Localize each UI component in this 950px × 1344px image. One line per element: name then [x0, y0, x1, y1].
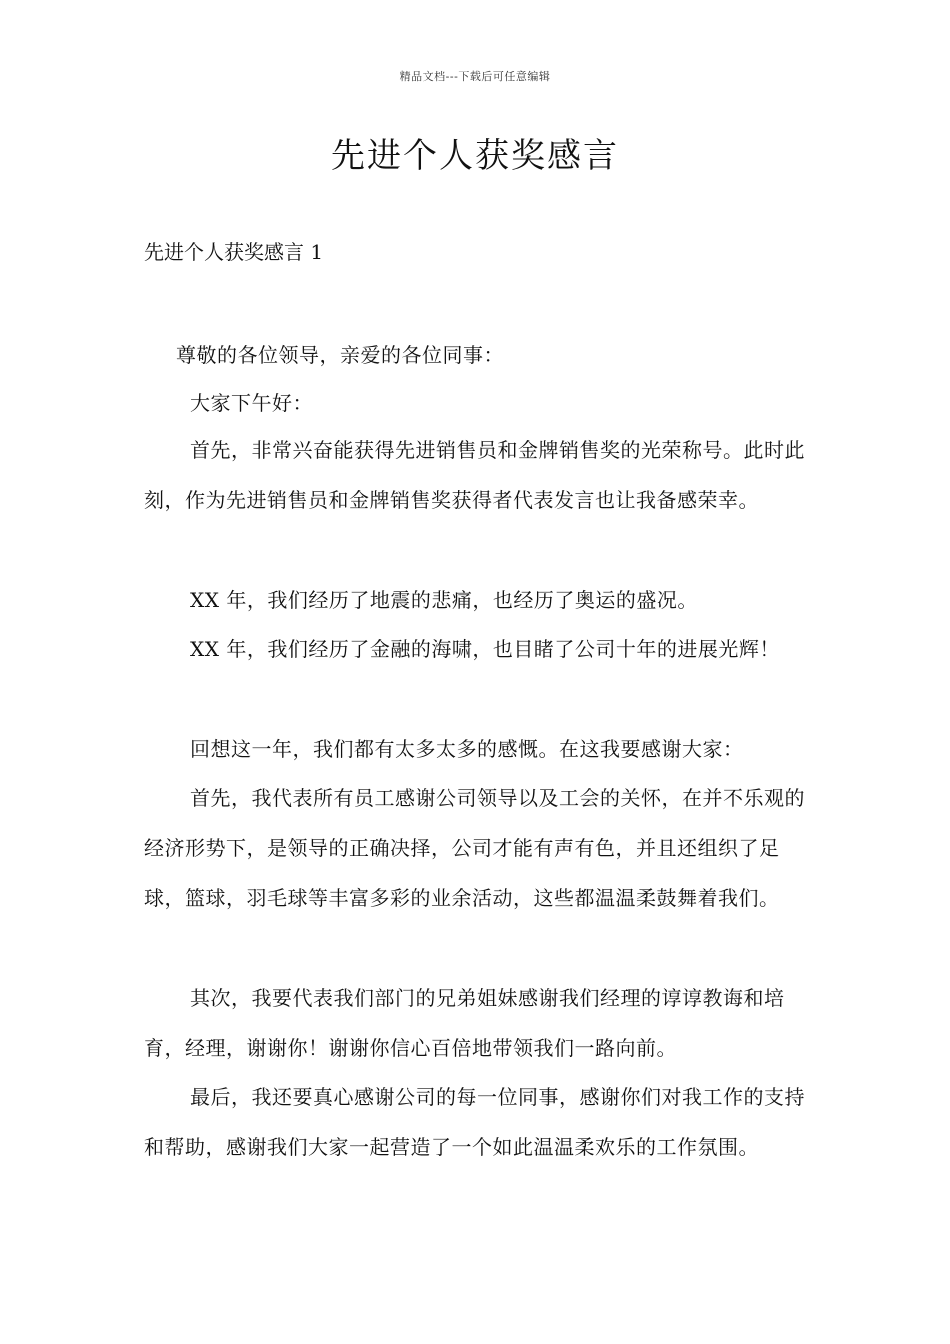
body-paragraph-4: 回想这一年，我们都有太多太多的感慨。在这我要感谢大家：	[190, 737, 744, 761]
document-title: 先进个人获奖感言	[331, 136, 619, 176]
header-note: 精品文档---下载后可任意编辑	[399, 70, 551, 83]
body-paragraph-7: 最后，我还要真心感谢公司的每一位同事，感谢你们对我工作的支持和帮助，感谢我们大家一起营造了一个如此温温柔欢乐的工作氛围。	[144, 1085, 805, 1159]
body-paragraph-5: 首先，我代表所有员工感谢公司领导以及工会的关怀，在并不乐观的经济形势下，是领导的正确决择，公司才能有声有色，并且还组织了足球，篮球，羽毛球等丰富多彩的业余活动，这些都温温柔鼓舞着我们。	[144, 786, 805, 910]
salutation: 尊敬的各位领导，亲爱的各位同事：	[176, 343, 504, 367]
body-paragraph-6: 其次，我要代表我们部门的兄弟姐妹感谢我们经理的谆谆教诲和培育，经理，谢谢你！谢谢你信心百倍地带领我们一路向前。	[144, 986, 785, 1060]
body-paragraph-3: XX 年，我们经历了金融的海啸，也目睹了公司十年的进展光辉！	[190, 637, 780, 661]
section-title: 先进个人获奖感言 1	[144, 240, 324, 264]
body-paragraph-2: XX 年，我们经历了地震的悲痛，也经历了奥运的盛况。	[190, 588, 698, 612]
body-paragraph-1: 首先，非常兴奋能获得先进销售员和金牌销售奖的光荣称号。此时此刻，作为先进销售员和金牌销售奖获得者代表发言也让我备感荣幸。	[144, 438, 805, 512]
greeting: 大家下午好：	[190, 391, 313, 415]
